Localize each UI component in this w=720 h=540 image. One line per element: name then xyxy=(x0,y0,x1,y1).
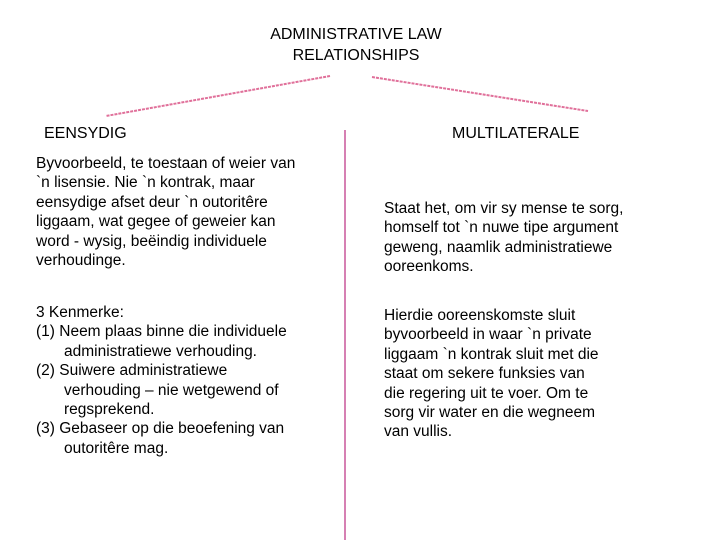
left-branch-label: EENSYDIG xyxy=(44,125,127,142)
multilateral-example-line: Hierdie ooreenskomste sluit xyxy=(384,307,576,324)
feature-item: (3) Gebaseer op die beoefening van xyxy=(36,420,285,438)
multilateral-example-line: die regering uit te voer. Om te xyxy=(384,384,589,402)
feature-item: (1) Neem plaas binne die individuele xyxy=(36,323,287,341)
right-branch-label: MULTILATERALE xyxy=(452,125,580,142)
unilateral-example-line: liggaam, wat gegee of geweier kan xyxy=(36,213,276,231)
multilateral-example-line: liggaam `n kontrak sluit met die xyxy=(384,345,599,363)
multilateral-description-line: ooreenkoms. xyxy=(384,258,474,276)
unilateral-example-line: Byvoorbeeld, te toestaan of weier van xyxy=(36,155,296,172)
unilateral-example-line: `n lisensie. Nie `n kontrak, maar xyxy=(36,174,255,192)
feature-item-continued: administratiewe verhouding. xyxy=(64,342,257,360)
feature-item-continued: verhouding – nie wetgewend of xyxy=(64,381,279,399)
multilateral-example-line: staat om sekere funksies van xyxy=(384,365,585,383)
multilateral-description-text xyxy=(384,199,624,277)
feature-item-continued: regsprekend. xyxy=(64,401,155,419)
multilateral-example-line: sorg vir water en die wegneem xyxy=(384,404,596,422)
unilateral-example-line: verhoudinge. xyxy=(36,252,126,270)
multilateral-description-line: Staat het, om vir sy mense te sorg, xyxy=(384,200,624,217)
multilateral-example-line: van vullis. xyxy=(384,423,453,441)
right-branch-connector xyxy=(372,77,588,111)
multilateral-example-line: byvoorbeeld in waar `n private xyxy=(384,326,592,344)
unilateral-example-text xyxy=(36,154,295,270)
multilateral-example-text xyxy=(384,306,599,442)
unilateral-example-line: eensydige afset deur `n outoritêre xyxy=(36,193,268,211)
feature-item-continued: outoritêre mag. xyxy=(64,439,169,457)
unilateral-features-list xyxy=(36,303,287,458)
title-line-2: RELATIONSHIPS xyxy=(292,47,420,64)
unilateral-example-line: word - wysig, beëindig individuele xyxy=(36,232,267,250)
features-heading: 3 Kenmerke: xyxy=(36,304,124,321)
diagram-title xyxy=(236,24,476,66)
multilateral-description-line: geweng, naamlik administratiewe xyxy=(384,238,613,256)
multilateral-description-line: homself tot `n nuwe tipe argument xyxy=(384,219,619,237)
feature-item: (2) Suiwere administratiewe xyxy=(36,362,228,380)
title-line-1: ADMINISTRATIVE LAW xyxy=(270,26,442,43)
left-branch-connector xyxy=(106,76,330,116)
